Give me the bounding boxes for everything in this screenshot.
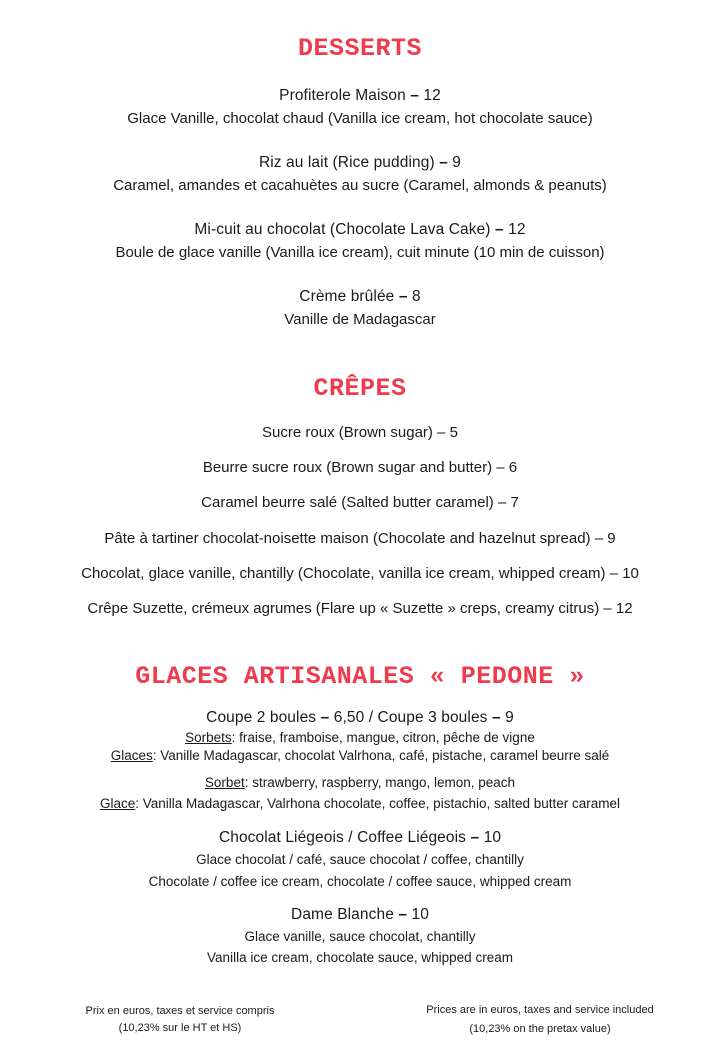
dessert-price: 12 <box>508 221 526 238</box>
liegeois-price: 10 <box>483 829 502 846</box>
glaces-label: Glaces <box>110 748 153 763</box>
dessert-name: Profiterole Maison <box>279 87 406 104</box>
footer-fr-line-1: Prix en euros, taxes et service compris <box>85 1005 275 1017</box>
crepe-item: Sucre roux (Brown sugar) – 5 <box>262 424 458 441</box>
dash: – <box>439 154 448 171</box>
dash: – <box>470 829 480 846</box>
footer-en-line-2: (10,23% on the pretax value) <box>469 1023 611 1035</box>
glace-label: Glace <box>99 796 136 811</box>
dessert-title-profiterole <box>0 87 720 105</box>
glaces-text: : Vanille Madagascar, chocolat Valrhona, café, pistache, caramel beurre salé <box>152 748 610 763</box>
liegeois-desc-en: Chocolate / coffee ice cream, chocolate / coffee sauce, whipped cream <box>148 874 572 889</box>
footer-note-fr <box>60 1003 300 1037</box>
sorbet-en-line <box>0 775 720 790</box>
dessert-desc-profiterole: Glace Vanille, chocolat chaud (Vanilla ice cream, hot chocolate sauce) <box>127 110 593 127</box>
coupe-price-1: 6,50 <box>333 709 365 726</box>
dessert-desc-riz: Caramel, amandes et cacahuètes au sucre (Caramel, almonds & peanuts) <box>113 177 607 194</box>
liegeois-title <box>0 829 720 847</box>
crepes-heading: CRÊPES <box>313 374 407 403</box>
dame-blanche-desc-fr: Glace vanille, sauce chocolat, chantilly <box>244 929 476 944</box>
sorbets-text: : fraise, framboise, mangue, citron, pêche de vigne <box>231 730 535 745</box>
sorbets-fr-line <box>0 730 720 745</box>
sorbets-label: Sorbets <box>185 730 232 745</box>
crepe-item: Crêpe Suzette, crémeux agrumes (Flare up « Suzette » creps, creamy citrus) – 12 <box>87 600 633 617</box>
footer-note-en <box>400 1001 680 1039</box>
glaces-heading: GLACES ARTISANALES « PEDONE » <box>135 662 585 691</box>
footer-en-line-1: Prices are in euros, taxes and service included <box>426 1004 654 1016</box>
dash: – <box>320 709 330 726</box>
dessert-desc-creme-brulee: Vanille de Madagascar <box>284 311 436 328</box>
coupe-name-1: Coupe 2 boules <box>206 709 317 726</box>
dash: – <box>410 87 419 104</box>
coupe-name-2: Coupe 3 boules <box>377 709 488 726</box>
dame-blanche-name: Dame Blanche <box>291 906 394 923</box>
crepe-item: Caramel beurre salé (Salted butter caramel) – 7 <box>201 494 519 511</box>
crepe-item: Chocolat, glace vanille, chantilly (Chocolate, vanilla ice cream, whipped cream) – 10 <box>81 565 639 582</box>
dessert-name: Crème brûlée <box>299 288 395 305</box>
liegeois-desc-fr: Glace chocolat / café, sauce chocolat / coffee, chantilly <box>196 852 524 867</box>
dash: – <box>398 906 408 923</box>
crepe-item: Pâte à tartiner chocolat-noisette maison (Chocolate and hazelnut spread) – 9 <box>104 530 616 547</box>
dessert-price: 8 <box>411 288 421 305</box>
footer-fr-line-2: (10,23% sur le HT et HS) <box>118 1022 242 1034</box>
dessert-name: Riz au lait (Rice pudding) <box>258 154 435 171</box>
glace-text: : Vanilla Madagascar, Valrhona chocolate, coffee, pistachio, salted butter caramel <box>135 796 621 811</box>
coupe-title: Coupe 2 boules – 6,50 / Coupe 3 boules – 9 <box>206 709 514 726</box>
dame-blanche-title <box>0 906 720 924</box>
dessert-price: 9 <box>452 154 462 171</box>
dessert-title-micuit <box>0 221 720 239</box>
dessert-title-creme-brulee <box>0 288 720 306</box>
desserts-heading: DESSERTS <box>297 34 423 63</box>
dame-blanche-desc-en: Vanilla ice cream, chocolate sauce, whipped cream <box>207 950 513 965</box>
coupe-price-2: 9 <box>505 709 514 726</box>
sorbet-text: : strawberry, raspberry, mango, lemon, peach <box>244 775 516 790</box>
sorbet-label: Sorbet <box>204 775 245 790</box>
dessert-name: Mi-cuit au chocolat (Chocolate Lava Cake) <box>194 221 491 238</box>
dash: – <box>494 221 504 238</box>
dame-blanche-price: 10 <box>411 906 429 923</box>
dessert-desc-micuit: Boule de glace vanille (Vanilla ice cream), cuit minute (10 min de cuisson) <box>115 244 605 261</box>
glaces-fr-line <box>0 748 720 763</box>
dessert-title-riz <box>0 154 720 172</box>
crepe-item: Beurre sucre roux (Brown sugar and butter) – 6 <box>202 459 518 476</box>
dash: – <box>491 709 501 726</box>
dash: – <box>398 288 408 305</box>
glace-en-line <box>0 796 720 811</box>
dessert-price: 12 <box>423 87 441 104</box>
liegeois-name: Chocolat Liégeois / Coffee Liégeois <box>218 829 467 846</box>
